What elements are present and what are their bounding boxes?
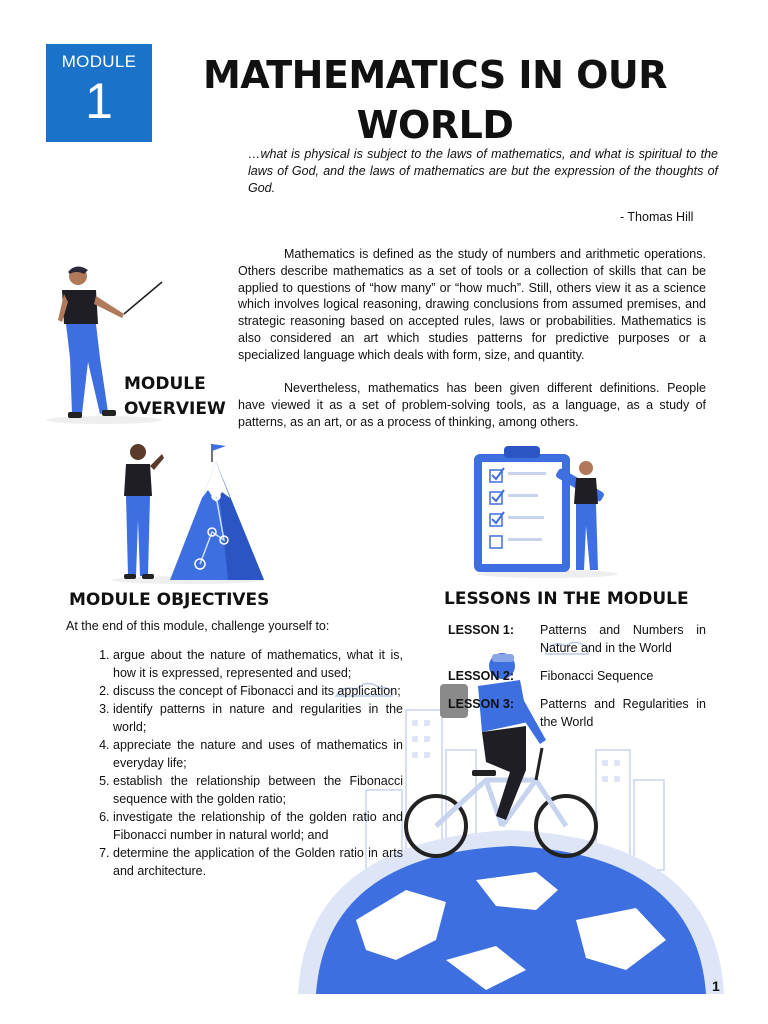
objective-item: 7. determine the application of the Golden ratio in arts and architecture.: [113, 844, 403, 880]
objectives-list: [60, 646, 403, 880]
lessons-heading: LESSONS IN THE MODULE: [444, 589, 689, 609]
module-number: 1: [85, 73, 113, 129]
module-label: MODULE: [61, 52, 137, 71]
module-badge: [46, 44, 152, 142]
objectives-heading: MODULE OBJECTIVES: [69, 590, 270, 610]
epigraph-quote: …what is physical is subject to the laws of mathematics, and what is spiritual to the laws of God, and the laws of mathematics are but the expression of the thoughts of God.: [248, 147, 718, 195]
checklist-illustration: [468, 446, 618, 578]
objective-item: 1. argue about the nature of mathematics, what it is, how it is expressed, represented and used;: [113, 646, 403, 682]
page-number: 1: [712, 978, 720, 994]
lesson-title: Fibonacci Sequence: [540, 669, 654, 683]
overview-paragraph-2: Nevertheless, mathematics has been given different definitions. People have viewed it as a set of problem-solving tools, as a language, as a study of patterns, as an art, or as a process of thinking, among others.: [238, 381, 706, 429]
lesson-name: LESSON 3:: [448, 697, 514, 711]
overview-heading: MODULE OVERVIEW: [124, 374, 226, 419]
objective-item: 3. identify patterns in nature and regularities in the world;: [113, 700, 403, 736]
lesson-title: Patterns and Numbers in Nature and in the World: [540, 623, 706, 655]
objectives-intro: At the end of this module, challenge yourself to:: [66, 619, 330, 633]
objective-item: 6. investigate the relationship of the golden ratio and Fibonacci number in natural world; and: [113, 808, 403, 844]
lesson-name: LESSON 2:: [448, 669, 514, 683]
mountain-goal-illustration: [108, 440, 268, 586]
epigraph-author: - Thomas Hill: [620, 210, 694, 224]
overview-paragraph-1: Mathematics is defined as the study of numbers and arithmetic operations. Others describe mathematics as a set of tools or a collection of skills that can be applied to questions of “how many” or “how much”. Still, others view it as a science which involves logical reasoning, drawing conclusions from assumed premises, and strategic reasoning based on accepted rules, laws or probabilities. Mathematics is also considered an art which studies patterns for predictive purposes or a specialized language which deals with form, size, and quantity.: [238, 247, 706, 362]
lesson-name: LESSON 1:: [448, 623, 514, 637]
objective-item: 2. discuss the concept of Fibonacci and its application;: [113, 682, 403, 700]
objective-item: 5. establish the relationship between the Fibonacci sequence with the golden ratio;: [113, 772, 403, 808]
lesson-title: Patterns and Regularities in the World: [540, 697, 706, 729]
objective-item: 4. appreciate the nature and uses of mathematics in everyday life;: [113, 736, 403, 772]
page-title: MATHEMATICS IN OUR WORLD: [202, 53, 668, 147]
